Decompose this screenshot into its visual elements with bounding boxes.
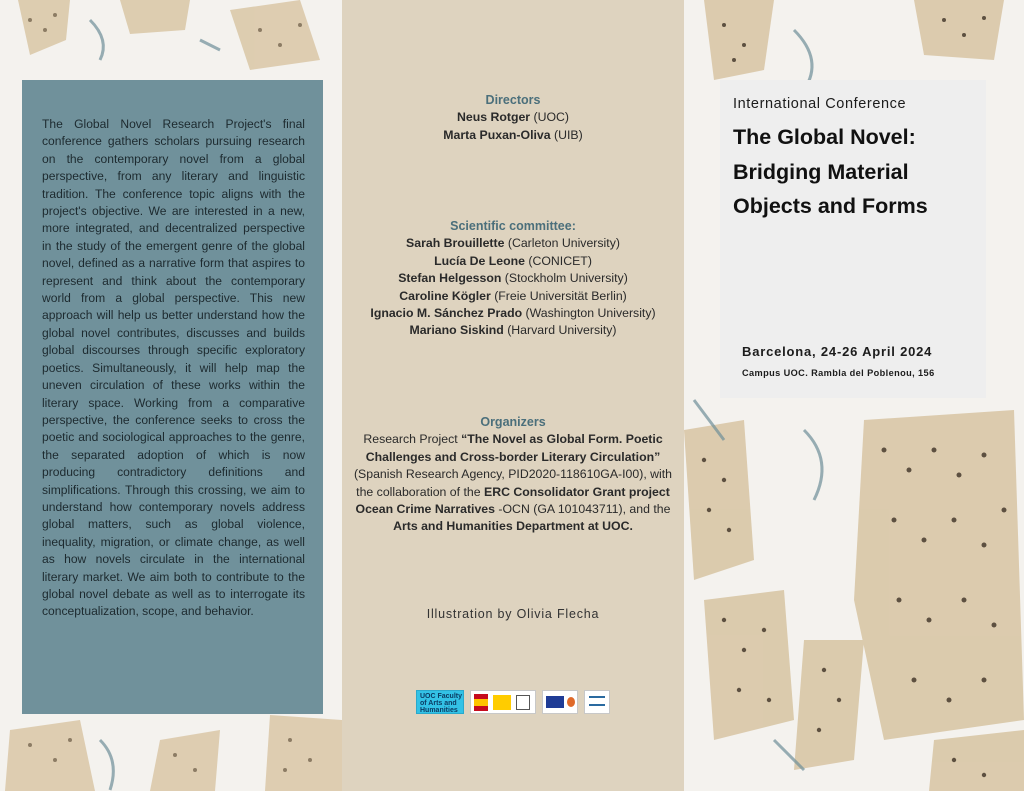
conference-label: International Conference: [733, 96, 907, 112]
organizers-section: [342, 414, 684, 536]
intro-panel: [22, 80, 323, 714]
middle-panel: [342, 0, 684, 791]
committee-member: Lucía De Leone (CONICET): [434, 253, 592, 268]
committee-heading: Scientific committee:: [450, 219, 576, 233]
illustration-credit: Illustration by Olivia Flecha: [426, 607, 600, 621]
committee-member: Stefan Helgesson (Stockholm University): [398, 271, 628, 286]
intro-text: The Global Novel Research Project's final conference gathers scholars pursuing research on the contemporary novel from a global perspective, from any literary and linguistic tradition. The conference topic aligns with the project's objective. We are interested in a new, more integrated, and decentralized perspective in the study of the emergent genre of the global novel, defined as a narrative form that aspires to represent and think about the contemporary world from a global perspective. This new approach will help us better understand how the global novel contributes, discusses and builds global discourses through specific exploratory poetics. Simultaneously, it will help map the uneven circulation of these works within the literary space. Working from a comparative perspective, the conference seeks to cross the poetic and sociological approaches to the genre, the separated adoption of which is now producing contradictory definitions and simplifications. Through this crossing, we aim to understand how contemporary novels address global matters, such as global violence, inequality, migration, or climate change, as well as how novels circulate in the international literary market. We aim both to contribute to the global novel debate as well as to interrogate its conceptualization, scope, and behavior.: [42, 117, 305, 619]
conference-date: Barcelona, 24-26 April 2024: [742, 344, 933, 359]
committee-member: Mariano Siskind (Harvard University): [409, 323, 617, 338]
committee-member: Caroline Kögler (Freie Universität Berlin): [399, 288, 627, 303]
conference-venue: Campus UOC. Rambla del Poblenou, 156: [742, 368, 935, 378]
committee-member: Ignacio M. Sánchez Prado (Washington University): [370, 306, 656, 321]
committee-member: Sarah Brouillette (Carleton University): [406, 236, 620, 251]
director-item: Marta Puxan-Oliva (UIB): [443, 127, 583, 142]
conference-title-card: [720, 80, 986, 398]
erc-eu-logo: [542, 690, 578, 714]
conference-title: The Global Novel: Bridging Material Objects and Forms: [733, 125, 928, 218]
uoc-logo: UOC Faculty of Arts and Humanities: [416, 690, 464, 714]
spanish-ministry-logo: [470, 690, 536, 714]
scientific-committee-section: [342, 218, 684, 340]
ocean-crime-logo: [584, 690, 610, 714]
organizers-heading: Organizers: [480, 415, 546, 429]
directors-heading: Directors: [485, 93, 541, 107]
organizers-text: Research Project “The Novel as Global Form. Poetic Challenges and Cross-border Literary Circulation” (Spanish Research Agency, PID2020-118610GA-I00), with the collaboration of the ERC Consolidator Grant project Ocean Crime Narratives -OCN (GA 101043711), and the Arts and Humanities Department at UOC.: [353, 432, 673, 534]
directors-section: [342, 92, 684, 144]
sponsor-logos: [414, 690, 614, 716]
director-item: Neus Rotger (UOC): [456, 110, 570, 125]
